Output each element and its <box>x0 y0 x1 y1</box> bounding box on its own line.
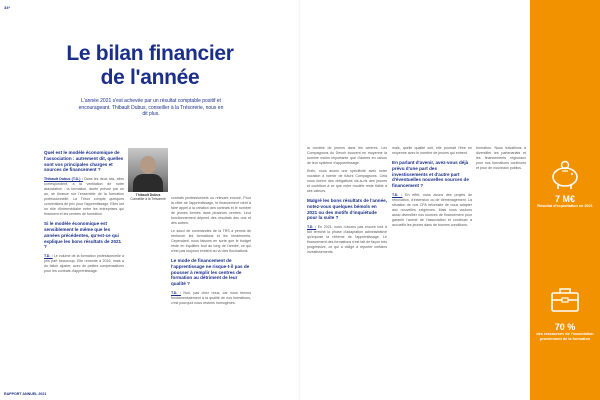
portrait-head <box>140 156 156 174</box>
column-5 <box>476 146 526 392</box>
question-5: En parlant d'avenir, avez-vous déjà prévu d'une part des investissements et d'autre part d'éventuelles nouvelles sources de financement ? <box>392 160 469 189</box>
col3-paragraph-1: la nombre de jeunes dans les centres. Les Compagnons du Devoir trouvent en moyenne la somme moins importante que d'autres en raison de leur système d'apprentissage. <box>307 146 387 165</box>
stat-1-label: Résultat d'exploitation en 2021 <box>537 204 593 208</box>
column-1 <box>44 146 124 392</box>
stat-2-value: 70 % <box>554 322 576 332</box>
title-line-1: Le bilan financier <box>66 42 234 65</box>
question-2: Si le modèle économique est sensiblement le même que les années précédentes, qu'est-ce qui explique les bons résultats de 2021 ? <box>44 221 122 250</box>
column-2-photo-space <box>171 146 251 196</box>
question-3: Le mode de financement de l'apprentissage ne risque-t-il pas de pousser à remplir les centres de formation au détriment de leur qualité ? <box>171 258 250 287</box>
answer-5 <box>392 193 472 228</box>
answer-5-text: En effet, nous avons des projets de rénovation, d'extension ou de déménagement. La situation de nos CFA nécessite de nous adapter aux nouvelles exigences. Mais nous voulons aussi diversifier nos sources de financement pour garantir l'avenir de l'association et continuer à accueillir les jeunes dans de bonnes conditions. <box>392 192 472 227</box>
answer-1-text: Dans les deux cas, elles correspondent, à la ventilation de notre association : la formation, durée prévue par un an, se finance sur l'ensemble de la formation professionnelle. La Tésor compte quelques conventions de prix pour l'apprentissage. Elles ont un rôle d'intermédiaire entre les entreprises qui financent et les centres de formation. <box>44 177 124 217</box>
caption-name: Thibault Dubus <box>135 193 161 197</box>
toolbox-icon <box>549 284 581 314</box>
photo-caption <box>128 193 168 201</box>
answer-3-tag: T.D. : <box>171 290 181 295</box>
caption-role: Conseiller à la Trésorerie <box>130 197 166 201</box>
page-number-left: 34* <box>4 5 11 10</box>
col3-paragraph-2: Enfin, nous avons une spécificité avec notre vocation à former de futurs Compagnons. Cela nous donne des obligations vis-à-vis des jeunes et contribue à ce que notre modèle reste fidèle à ses valeurs. <box>307 169 387 193</box>
column-4 <box>392 146 472 392</box>
portrait-photo <box>128 148 168 192</box>
footer-label: RAPPORT ANNUEL 2021 <box>4 392 47 396</box>
question-1: Quel est le modèle économique de l'association : autrement dit, quelles sont vos principales charges et sources de financement ? <box>44 150 124 173</box>
col4-paragraph-1: mais, quelle qualité soit, elle pourrait l'être en moyenne avec le nombre de jeunes qui entrent. <box>392 146 472 155</box>
title-line-2: de l'année <box>100 66 200 89</box>
stats-sidebar <box>530 0 600 400</box>
col5-paragraph-1: formation. Nous travaillons à diversifier les partenariats et les financements régionaux pour nos formations continues et pour de nouveaux publics. <box>476 146 526 170</box>
stat-training-resources <box>530 322 600 342</box>
answer-3-text: Non, pas chez nous, car nous tenons fondamentalement à la qualité de nos formations, c'est pourquoi nous restons homogènes. <box>171 290 251 305</box>
answer-5-tag: T.D. : <box>392 192 403 197</box>
stat-1-value: 7 M€ <box>554 194 575 204</box>
answer-3 <box>171 291 251 306</box>
answer-2 <box>44 254 124 274</box>
answer-2-text: Le volume de la formation professionnelle a pris part beaucoup. Elle remonte à 2016, mais a du falloir ajuster, avec de petites compensations pour les contrats d'apprentissage. <box>44 254 124 274</box>
stat-2-label: des ressources de l'association proviennent de la formation <box>536 332 594 341</box>
intro-text: L'année 2021 s'est achevée par un résultat comptable positif et encourageant. Thibault Dubus, conseiller à la Trésorerie, nous en dit plus. <box>78 98 224 118</box>
column-2 <box>171 146 251 392</box>
col2-paragraph-1: contrats professionnels ou relevant encore. Pour la cible de l'apprentissage, le financement vient à faire appel à la création des contrats et le nombre de jeunes formés dans plusieurs centres. Leur fonctionnement dépend des résultats des uns et des autres. <box>171 196 251 225</box>
question-4: Malgré les bons résultats de l'année, notez-vous quelques bémols en 2021 ou des motifs d'inquiétude pour la suite ? <box>307 198 387 221</box>
answer-2-tag: T.D. : <box>44 254 53 259</box>
page-title <box>0 42 300 90</box>
col2-paragraph-2: Le souci de commandes de la TRS a permis de renforcer les formations et les rendements. Cependant, nous faisons en sorte que le budget reste en équilibre tout au long de l'année, ce qui n'est pas toujours évident au vu des fluctuations. <box>171 229 251 253</box>
portrait-body <box>133 174 163 192</box>
answer-4-text: En 2021, nous n'avons pas encore tout à fait terminé la phase d'adaptation administrative qu'impose la réforme de l'apprentissage. Le financement des formations s'est fait de façon très progressive, ce qui a obligé à reporter certains investissements. <box>307 225 387 255</box>
answer-4 <box>307 225 387 255</box>
answer-1-tag: Thibault Dubus (T.D.) : <box>44 177 83 182</box>
piggy-bank-icon <box>549 160 581 190</box>
column-3 <box>307 146 387 392</box>
answer-1 <box>44 177 124 217</box>
answer-4-tag: T.D. : <box>307 225 317 230</box>
stat-operating-result <box>530 194 600 209</box>
